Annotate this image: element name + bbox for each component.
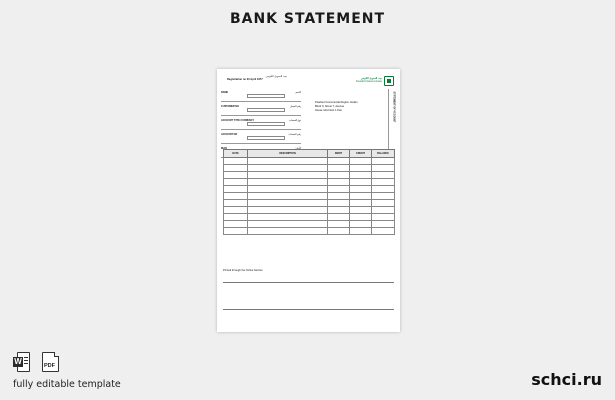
cell-date [224,228,248,235]
cell-balance [372,172,395,179]
cell-credit [350,179,372,186]
table-row [224,158,395,165]
cell-credit [350,207,372,214]
address-line: Block 9, Street 7, Avenue [315,105,345,108]
bank-registration: Registration no 23 April 1977 [227,78,263,82]
cell-debit [328,214,350,221]
table-header-row [224,150,395,158]
info-row-customer-no [221,105,301,116]
cell-description [248,228,328,235]
cell-description [248,158,328,165]
cell-date [224,193,248,200]
bank-name-ar: بيت التمويل الكويتي [265,75,287,78]
col-header-date: DATE [224,150,248,158]
info-value[interactable] [247,94,285,98]
cell-description [248,193,328,200]
bank-logo [342,76,394,88]
cell-date [224,165,248,172]
address-block [315,97,375,113]
pdf-icon-label: PDF [44,363,55,369]
cell-balance [372,221,395,228]
cell-debit [328,158,350,165]
page-title: BANK STATEMENT [229,11,386,27]
table-row [224,172,395,179]
info-label: NAME [221,91,229,94]
statement-period [315,127,385,130]
cell-debit [328,193,350,200]
info-row-name [221,91,301,102]
table-row [224,193,395,200]
table-row [224,200,395,207]
cell-debit [328,207,350,214]
col-header-balance: BALANCE [372,150,395,158]
site-watermark: schci.ru [531,370,602,389]
address-line: House 14A Floor 1 Flat [315,109,342,112]
cell-balance [372,214,395,221]
logo-text-ar: بيت التمويل الكويتي [360,77,382,80]
cell-balance [372,186,395,193]
cell-date [224,221,248,228]
divider [223,282,394,283]
info-label: IBAN [221,147,227,150]
table-row [224,186,395,193]
cell-balance [372,165,395,172]
cell-credit [350,193,372,200]
cell-date [224,172,248,179]
table-row [224,179,395,186]
cell-balance [372,193,395,200]
cell-balance [372,207,395,214]
cell-date [224,179,248,186]
cell-date [224,200,248,207]
cell-debit [328,200,350,207]
cell-credit [350,214,372,221]
cell-debit [328,179,350,186]
cell-credit [350,200,372,207]
info-label-ar: الاسم [295,91,301,94]
cell-description [248,165,328,172]
cell-description [248,186,328,193]
cell-balance [372,200,395,207]
table-row [224,228,395,235]
info-label: CUSTOMER NO [221,105,239,108]
cell-description [248,200,328,207]
transactions-body [224,158,395,235]
word-icon-badge: W [14,357,22,366]
cell-description [248,179,328,186]
info-label-ar: رقم الحساب [288,133,301,136]
format-icons [13,352,73,372]
divider [223,309,394,310]
info-value[interactable] [247,122,285,126]
cell-description [248,207,328,214]
info-label: ACCOUNT TYPE CURRENCY [221,119,255,122]
cell-date [224,214,248,221]
cell-description [248,221,328,228]
info-row-account-type [221,119,301,130]
statement-label-vertical [388,89,396,149]
info-row-account-no [221,133,301,144]
cell-balance [372,228,395,235]
footnote-en: Printed through the Online Service [223,269,263,272]
table-row [224,207,395,214]
cell-debit [328,221,350,228]
cell-debit [328,228,350,235]
cell-credit [350,172,372,179]
col-header-credit: CREDIT [350,150,372,158]
info-label-ar: نوع الحساب [288,119,301,122]
table-row [224,214,395,221]
bank-header [227,75,287,82]
statement-document [217,69,400,332]
cell-credit [350,186,372,193]
cell-credit [350,228,372,235]
cell-debit [328,172,350,179]
pdf-icon[interactable] [42,352,59,372]
table-row [224,221,395,228]
info-label: ACCOUNT NO [221,133,238,136]
cell-date [224,186,248,193]
cell-debit [328,186,350,193]
cell-debit [328,165,350,172]
cell-description [248,172,328,179]
transactions-table [223,149,395,235]
table-row [224,165,395,172]
cell-description [248,214,328,221]
cell-credit [350,221,372,228]
cell-date [224,158,248,165]
info-label-ar: الآيبان [295,147,301,150]
col-header-debit: DEBIT [328,150,350,158]
bank-logo-icon [384,76,394,86]
word-icon[interactable] [13,352,30,372]
cell-credit [350,165,372,172]
cell-credit [350,158,372,165]
info-value[interactable] [247,108,285,112]
template-caption: fully editable template [13,379,121,390]
cell-balance [372,179,395,186]
cell-balance [372,158,395,165]
address-line: Pearland Commercial Region Jordan [315,101,358,104]
col-header-description: DESCRIPTION [248,150,328,158]
cell-date [224,207,248,214]
info-value[interactable] [247,136,285,140]
statement-label: STATEMENT OF ACCOUNT [392,91,396,123]
logo-text-en: Kuwait Finance House [356,80,382,84]
info-label-ar: رقم العميل [289,105,301,108]
